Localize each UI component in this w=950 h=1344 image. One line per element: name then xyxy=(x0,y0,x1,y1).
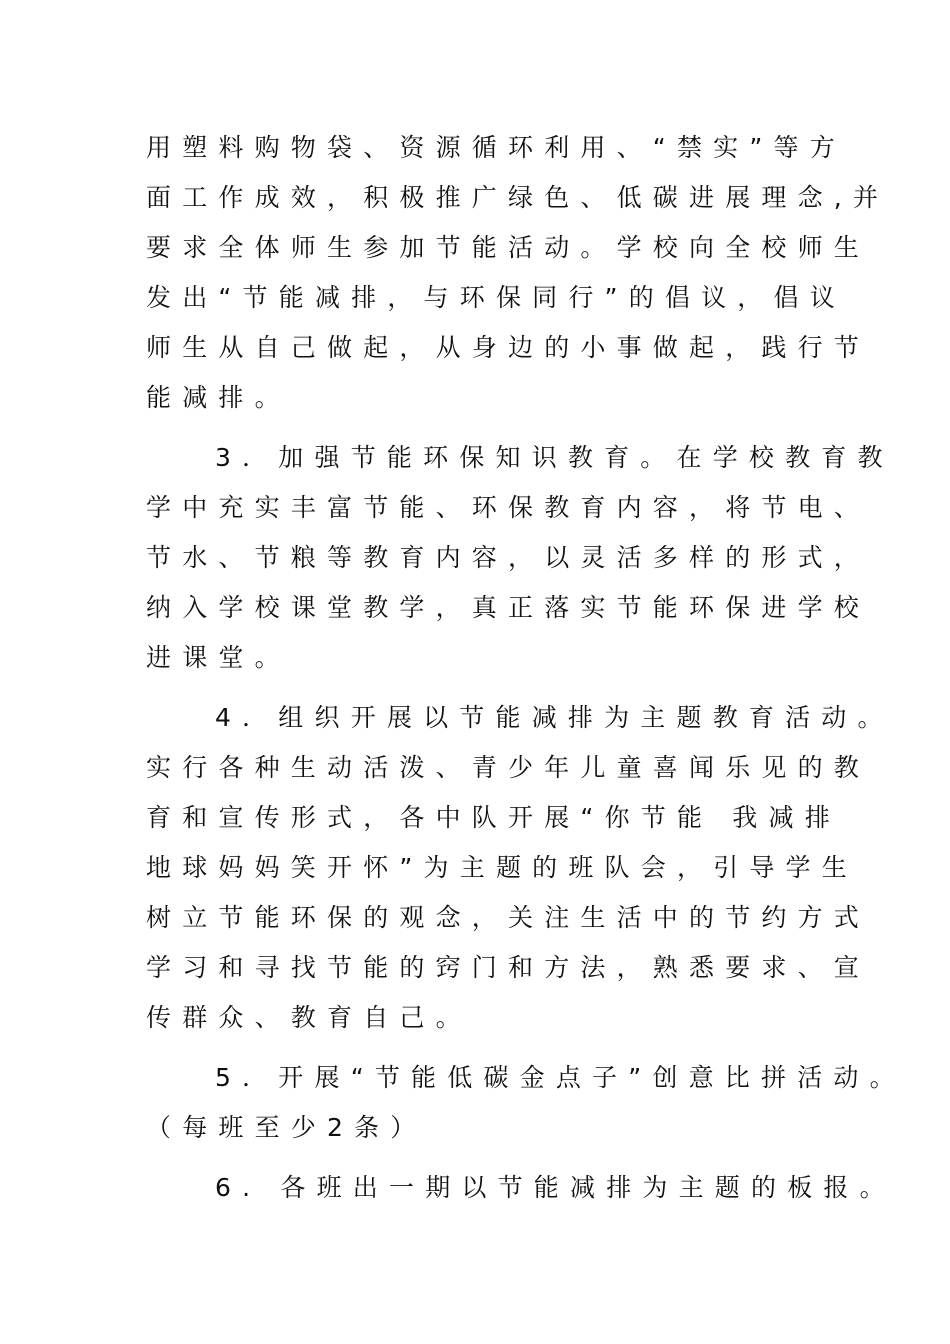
text-line: 用塑料购物袋、资源循环利用、“禁实”等方 xyxy=(146,133,846,162)
text-line: 师生从自己做起，从身边的小事做起，践行节 xyxy=(146,333,871,362)
paragraph-5-heading-line: 5．开展“节能低碳金点子”创意比拼活动。 xyxy=(215,1063,906,1092)
text-line: 传群众、教育自己。 xyxy=(146,1003,472,1032)
text-line: 面工作成效，积极推广绿色、低碳进展理念,并 xyxy=(146,183,890,212)
text-line: 进课堂。 xyxy=(146,643,291,672)
paragraph-4-heading-line: 4．组织开展以节能减排为主题教育活动。 xyxy=(215,703,894,732)
text-line: 育和宣传形式，各中队开展“你节能 我减排 xyxy=(146,803,841,832)
text-line: 树立节能环保的观念，关注生活中的节约方式 xyxy=(146,903,871,932)
text-line: 地球妈妈笑开怀”为主题的班队会，引导学生 xyxy=(146,853,858,882)
text-line: 学中充实丰富节能、环保教育内容，将节电、 xyxy=(146,493,871,522)
paragraph-6-heading-line: 6. 各班出一期以节能减排为主题的板报。 xyxy=(215,1173,896,1202)
text-line: 能减排。 xyxy=(146,383,291,412)
text-line: 要求全体师生参加节能活动。学校向全校师生 xyxy=(146,233,871,262)
paragraph-3-heading-line: 3．加强节能环保知识教育。在学校教育教 xyxy=(215,443,894,472)
text-line: 纳入学校课堂教学，真正落实节能环保进学校 xyxy=(146,593,871,622)
text-line: 发出“节能减排，与环保同行”的倡议，倡议 xyxy=(146,283,846,312)
text-line: 学习和寻找节能的窍门和方法，熟悉要求、宣 xyxy=(146,953,871,982)
text-line: 实行各种生动活泼、青少年儿童喜闻乐见的教 xyxy=(146,753,871,782)
text-line: （每班至少2条） xyxy=(146,1113,427,1142)
text-line: 节水、节粮等教育内容，以灵活多样的形式， xyxy=(146,543,871,572)
